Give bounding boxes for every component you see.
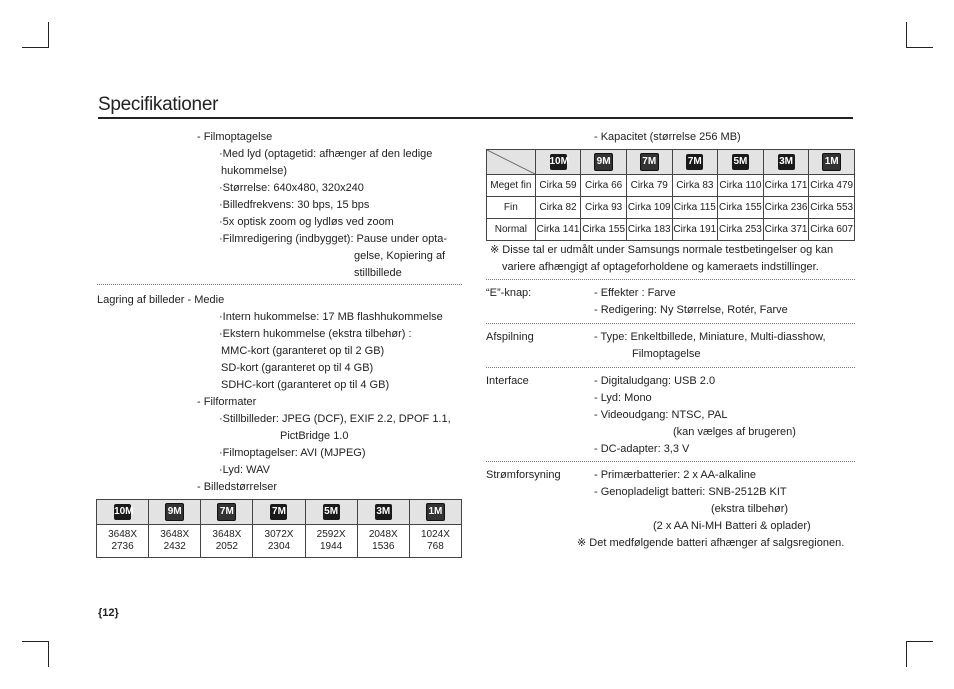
page-number: {12} xyxy=(98,607,119,619)
size-cell: 3648X 2736 xyxy=(97,525,149,558)
row-label: Meget fin xyxy=(487,175,536,197)
film-line: gelse, Kopiering af xyxy=(354,250,446,262)
storage-line: ·Intern hukommelse: 17 MB flashhukommelse xyxy=(219,311,443,323)
format-heading: - Filformater xyxy=(197,396,257,408)
diagonal-cell xyxy=(487,150,536,175)
crop-mark xyxy=(48,641,49,667)
table-row xyxy=(487,175,855,197)
film-line: ·Billedfrekvens: 30 bps, 15 bps xyxy=(219,199,370,211)
storage-line: ·Ekstern hukommelse (ekstra tilbehør) : xyxy=(219,328,412,340)
size-cell: 2592X 1944 xyxy=(305,525,357,558)
playback-line: Filmoptagelse xyxy=(632,348,701,360)
film-line: ·5x optisk zoom og lydløs ved zoom xyxy=(219,216,394,228)
cap-cell: Cirka 553 xyxy=(809,197,855,219)
sizes-heading: - Billedstørrelser xyxy=(197,481,278,493)
note-text: variere afhængigt af optageforholdene og kameraets indstillinger. xyxy=(502,261,819,273)
cap-cell: Cirka 82 xyxy=(535,197,581,219)
cap-cell: Cirka 155 xyxy=(581,219,627,241)
cap-cell: Cirka 109 xyxy=(626,197,672,219)
cap-cell: Cirka 110 xyxy=(718,175,764,197)
cap-cell: Cirka 115 xyxy=(672,197,718,219)
cap-3m-icon: 3M xyxy=(778,154,795,170)
film-heading: - Filmoptagelse xyxy=(197,131,273,143)
divider xyxy=(486,367,855,368)
image-size-table xyxy=(96,499,462,558)
power-note: ※ Det medfølgende batteri afhænger af salgsregionen. xyxy=(577,537,845,549)
size-7m-icon: 7M xyxy=(270,504,287,520)
capacity-table xyxy=(486,149,855,241)
power-label: Strømforsyning xyxy=(486,469,561,481)
cap-cell: Cirka 59 xyxy=(535,175,581,197)
size-1m-icon: 1M xyxy=(426,503,445,521)
divider xyxy=(486,461,855,462)
e-button-label: “E”-knap: xyxy=(486,287,532,299)
film-line: hukommelse) xyxy=(221,165,288,177)
table-row xyxy=(487,219,855,241)
e-line: - Effekter : Farve xyxy=(594,287,676,299)
crop-mark xyxy=(22,641,49,642)
power-line: (2 x AA Ni-MH Batteri & oplader) xyxy=(653,520,811,532)
cap-cell: Cirka 66 xyxy=(581,175,627,197)
crop-mark xyxy=(906,47,933,48)
format-line: ·Stillbilleder: JPEG (DCF), EXIF 2.2, DPOF 1.1, xyxy=(219,413,451,425)
row-label: Fin xyxy=(487,197,536,219)
cap-cell: Cirka 83 xyxy=(672,175,718,197)
power-line: - Primærbatterier: 2 x AA-alkaline xyxy=(594,469,756,481)
playback-line: - Type: Enkeltbillede, Miniature, Multi-diasshow, xyxy=(594,331,826,343)
title-rule xyxy=(98,117,853,119)
interface-line: - DC-adapter: 3,3 V xyxy=(594,443,690,455)
cap-9m-icon: 9M xyxy=(594,153,613,171)
note-text: ※ Disse tal er udmålt under Samsungs normale testbetingelser og kan xyxy=(490,244,834,256)
storage-heading: Lagring af billeder - Medie xyxy=(97,294,225,306)
storage-line: SD-kort (garanteret op til 4 GB) xyxy=(221,362,374,374)
capacity-heading: - Kapacitet (størrelse 256 MB) xyxy=(594,131,741,143)
page-title: Specifikationer xyxy=(98,94,219,115)
storage-line: MMC-kort (garanteret op til 2 GB) xyxy=(221,345,385,357)
power-line: - Genopladeligt batteri: SNB-2512B KIT xyxy=(594,486,787,498)
size-cell: 1024X 768 xyxy=(409,525,461,558)
cap-cell: Cirka 191 xyxy=(672,219,718,241)
cap-cell: Cirka 79 xyxy=(626,175,672,197)
cap-cell: Cirka 141 xyxy=(535,219,581,241)
cap-cell: Cirka 236 xyxy=(763,197,809,219)
crop-mark xyxy=(48,22,49,48)
storage-line: SDHC-kort (garanteret op til 4 GB) xyxy=(221,379,390,391)
size-cell: 3648X 2052 xyxy=(201,525,253,558)
cap-5m-icon: 5M xyxy=(732,154,749,170)
cap-cell: Cirka 371 xyxy=(763,219,809,241)
film-line: ·Med lyd (optagetid: afhænger af den ledige xyxy=(219,148,433,160)
size-9m-icon: 9M xyxy=(165,503,184,521)
cap-cell: Cirka 253 xyxy=(718,219,764,241)
size-10m-icon: 10M xyxy=(114,504,131,520)
e-line: - Redigering: Ny Størrelse, Rotér, Farve xyxy=(594,304,788,316)
cap-cell: Cirka 479 xyxy=(809,175,855,197)
format-line: ·Filmoptagelser: AVI (MJPEG) xyxy=(219,447,366,459)
cap-cell: Cirka 155 xyxy=(718,197,764,219)
cap-cell: Cirka 171 xyxy=(763,175,809,197)
film-line: ·Filmredigering (indbygget): Pause under opta- xyxy=(219,233,448,245)
cap-cell: Cirka 183 xyxy=(626,219,672,241)
playback-label: Afspilning xyxy=(486,331,534,343)
cap-7m-icon: 7M xyxy=(686,154,703,170)
cap-1m-icon: 1M xyxy=(822,153,841,171)
size-cell: 3648X 2432 xyxy=(149,525,201,558)
size-7m-wide-icon: 7M xyxy=(217,503,236,521)
interface-line: - Digitaludgang: USB 2.0 xyxy=(594,375,716,387)
size-cell: 2048X 1536 xyxy=(357,525,409,558)
format-line: ·Lyd: WAV xyxy=(219,464,270,476)
divider xyxy=(486,279,855,280)
film-line: stillbillede xyxy=(354,267,402,279)
divider xyxy=(486,323,855,324)
crop-mark xyxy=(906,22,907,48)
size-5m-icon: 5M xyxy=(323,504,340,520)
size-cell: 3072X 2304 xyxy=(253,525,305,558)
cap-cell: Cirka 607 xyxy=(809,219,855,241)
interface-line: - Videoudgang: NTSC, PAL xyxy=(594,409,728,421)
interface-line: (kan vælges af brugeren) xyxy=(673,426,796,438)
crop-mark xyxy=(906,641,933,642)
film-line: ·Størrelse: 640x480, 320x240 xyxy=(219,182,364,194)
interface-label: Interface xyxy=(486,375,529,387)
power-line: (ekstra tilbehør) xyxy=(711,503,789,515)
cap-10m-icon: 10M xyxy=(550,154,567,170)
table-row xyxy=(487,197,855,219)
row-label: Normal xyxy=(487,219,536,241)
format-line: PictBridge 1.0 xyxy=(280,430,349,442)
cap-cell: Cirka 93 xyxy=(581,197,627,219)
interface-line: - Lyd: Mono xyxy=(594,392,652,404)
divider xyxy=(97,284,462,285)
size-3m-icon: 3M xyxy=(375,504,392,520)
cap-7m-wide-icon: 7M xyxy=(640,153,659,171)
crop-mark xyxy=(906,641,907,667)
crop-mark xyxy=(22,47,49,48)
